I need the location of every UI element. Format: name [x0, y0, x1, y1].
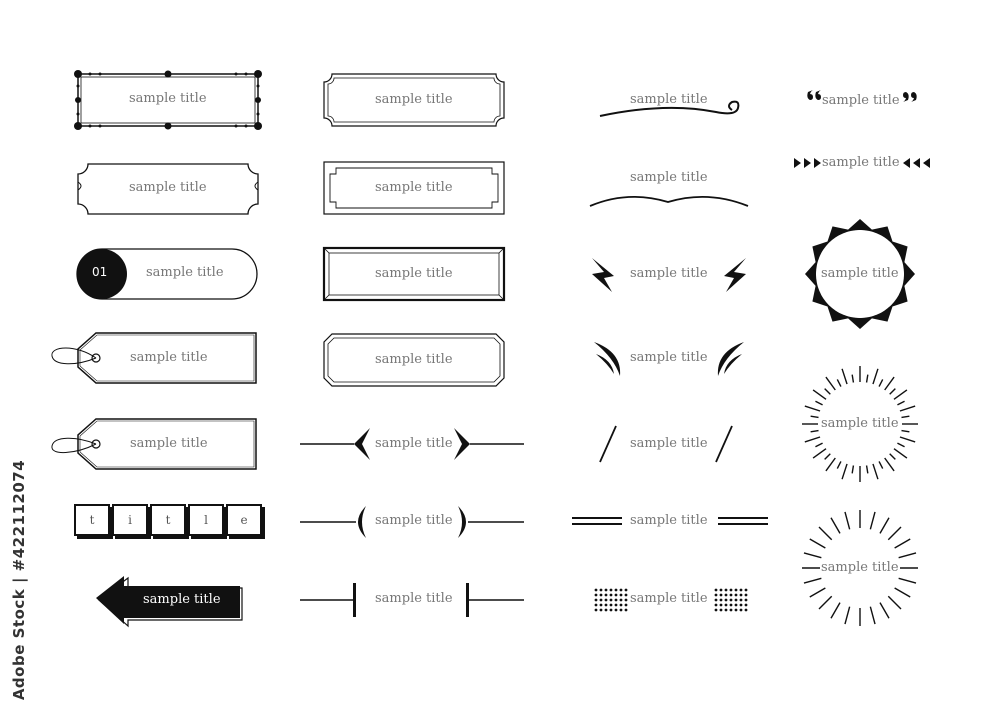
- numbered-pill-frame: [74, 246, 262, 302]
- triangle-arrows-title: [792, 152, 932, 176]
- stock-id-text: Adobe Stock | #422112074: [10, 459, 28, 701]
- sample-title-label: sample title: [822, 155, 900, 170]
- cut-corner-frame: [322, 332, 506, 388]
- double-line-frame: [322, 72, 506, 128]
- bold-double-frame: [322, 246, 506, 302]
- sample-title-label: sample title: [375, 266, 453, 281]
- sample-title-label: sample title: [375, 352, 453, 367]
- sunburst-frame: [800, 508, 920, 628]
- scalloped-corner-frame: [74, 160, 262, 218]
- sample-title-label: sample title: [821, 416, 899, 431]
- sample-title-label: sample title: [129, 91, 207, 106]
- sample-title-label: sample title: [630, 350, 708, 365]
- stock-id-watermark: [4, 459, 34, 701]
- sample-title-label: sample title: [630, 92, 708, 107]
- star-ring-frame: [804, 218, 916, 330]
- wave-underline: [588, 168, 752, 212]
- tag-frame: [46, 416, 262, 474]
- dotted-bead-frame: [70, 68, 266, 132]
- sample-title-label: sample title: [375, 180, 453, 195]
- sample-title-label: sample title: [146, 265, 224, 280]
- sample-title-label: sample title: [630, 266, 708, 281]
- sample-title-label: sample title: [130, 436, 208, 451]
- number-badge: 01: [92, 265, 108, 279]
- sunburst-frame: [800, 364, 920, 484]
- dot-grid-accent: [592, 586, 752, 614]
- sample-title-label: sample title: [375, 436, 453, 451]
- slash-accent: [586, 422, 752, 466]
- crescent-accent: [586, 336, 752, 380]
- lightning-accent: [586, 252, 752, 296]
- letter-key: i: [112, 504, 148, 536]
- sample-title-label: sample title: [630, 513, 708, 528]
- sample-title-label: sample title: [822, 93, 900, 108]
- swoosh-underline: [596, 86, 746, 130]
- sample-title-label: sample title: [821, 266, 899, 281]
- sample-title-label: sample title: [143, 592, 221, 607]
- bar-line-divider: [298, 580, 528, 620]
- letter-key: t: [150, 504, 186, 536]
- letter-key: l: [188, 504, 224, 536]
- double-line-accent: [570, 506, 770, 536]
- sample-title-label: sample title: [129, 180, 207, 195]
- letter-key: t: [74, 504, 110, 536]
- sample-title-label: sample title: [630, 591, 708, 606]
- sample-title-label: sample title: [630, 436, 708, 451]
- title-letter-keys: [74, 504, 270, 544]
- chevron-line-divider: [298, 424, 528, 464]
- notched-double-frame: [322, 160, 506, 216]
- sample-title-label: sample title: [375, 92, 453, 107]
- sample-title-label: sample title: [375, 591, 453, 606]
- letter-key: e: [226, 504, 262, 536]
- sample-title-label: sample title: [375, 513, 453, 528]
- quote-marks-title: [804, 86, 924, 116]
- parenthesis-line-divider: [298, 502, 528, 542]
- sample-title-label: sample title: [130, 350, 208, 365]
- arrow-banner: [94, 576, 250, 628]
- sample-title-label: sample title: [821, 560, 899, 575]
- sample-title-label: sample title: [630, 170, 708, 185]
- tag-frame: [46, 330, 262, 388]
